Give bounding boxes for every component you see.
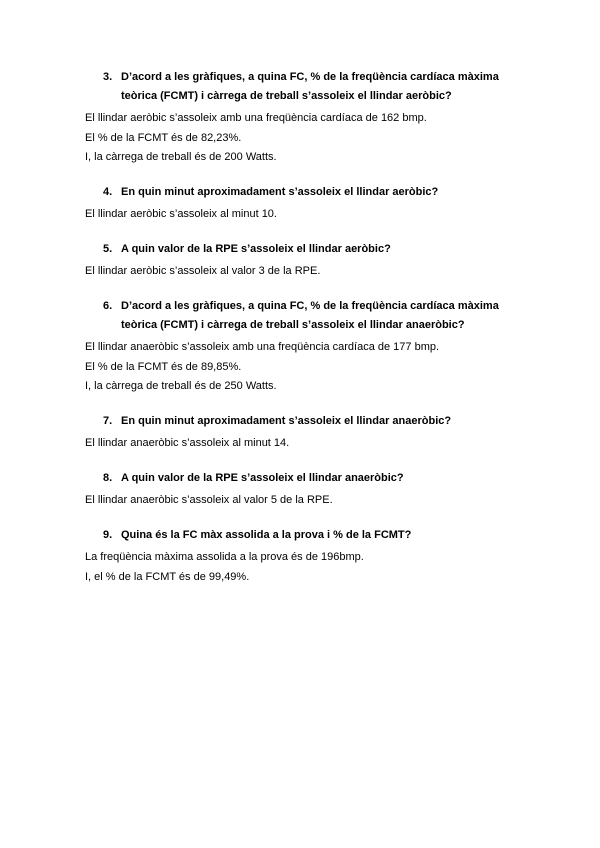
answer-line: El llindar aeròbic s’assoleix amb una freqüència cardíaca de 162 bmp.: [85, 112, 427, 124]
question-block-4: [0, 183, 600, 225]
question-text: Quina és la FC màx assolida a la prova i % de la FCMT?: [121, 529, 412, 541]
question-block-6: [0, 297, 600, 397]
answer: [85, 491, 600, 511]
question-heading: [0, 297, 600, 335]
answer: [85, 262, 600, 282]
question-text: D’acord a les gràfiques, a quina FC, % de la freqüència cardíaca màxima teòrica (FCMT) i càrrega de treball s’assoleix el llindar aeròbic?: [121, 71, 499, 102]
answer: [85, 338, 600, 397]
question-text: D’acord a les gràfiques, a quina FC, % de la freqüència cardíaca màxima teòrica (FCMT) i càrrega de treball s’assoleix el llindar anaeròbic?: [121, 300, 499, 331]
answer-line: El llindar anaeròbic s’assoleix al valor 5 de la RPE.: [85, 494, 333, 506]
question-block-5: [0, 240, 600, 282]
question-number: 8.: [103, 472, 113, 484]
question-number: 6.: [103, 300, 113, 312]
question-heading: [0, 183, 600, 202]
question-text: En quin minut aproximadament s’assoleix el llindar aeròbic?: [121, 186, 439, 198]
question-text: En quin minut aproximadament s’assoleix el llindar anaeròbic?: [121, 415, 452, 427]
question-block-7: [0, 412, 600, 454]
question-block-8: [0, 469, 600, 511]
answer: [85, 548, 600, 587]
answer-line: I, la càrrega de treball és de 200 Watts.: [85, 151, 277, 163]
answer-line: El llindar aeròbic s’assoleix al valor 3 de la RPE.: [85, 265, 321, 277]
question-heading: [0, 526, 600, 545]
answer-line: El llindar anaeròbic s’assoleix al minut 14.: [85, 437, 290, 449]
answer-line: I, la càrrega de treball és de 250 Watts.: [85, 380, 277, 392]
answer-line: El llindar aeròbic s’assoleix al minut 10.: [85, 208, 277, 220]
answer-line: La freqüència màxima assolida a la prova és de 196bmp.: [85, 551, 364, 563]
question-heading: [0, 240, 600, 259]
question-heading: [0, 412, 600, 431]
answer-line: El % de la FCMT és de 89,85%.: [85, 360, 242, 373]
question-number: 9.: [103, 529, 113, 541]
question-heading: [0, 469, 600, 488]
question-number: 3.: [103, 71, 113, 83]
answer: [85, 205, 600, 225]
question-block-9: [0, 526, 600, 587]
answer: [85, 109, 600, 168]
question-number: 5.: [103, 243, 113, 255]
answer-line: El llindar anaeròbic s’assoleix amb una freqüència cardíaca de 177 bmp.: [85, 341, 440, 353]
question-heading: [0, 68, 600, 106]
answer-line: I, el % de la FCMT és de 99,49%.: [85, 570, 250, 583]
answer-line: El % de la FCMT és de 82,23%.: [85, 131, 242, 144]
question-text: A quin valor de la RPE s’assoleix el llindar anaeròbic?: [121, 472, 404, 484]
answer: [85, 434, 600, 454]
question-number: 7.: [103, 415, 113, 427]
question-block-3: [0, 68, 600, 168]
question-number: 4.: [103, 186, 113, 198]
question-text: A quin valor de la RPE s’assoleix el llindar aeròbic?: [121, 243, 391, 255]
